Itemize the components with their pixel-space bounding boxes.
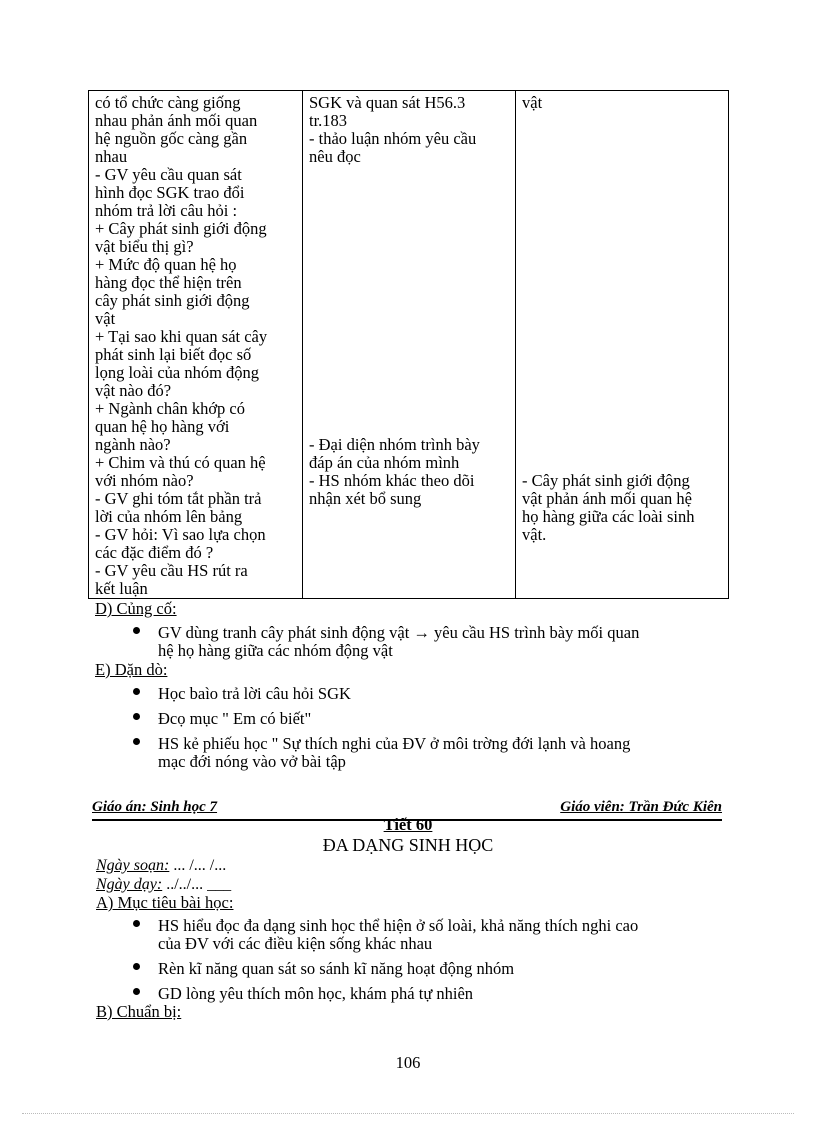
list-item-text: HS hiểu đọc đa dạng sinh học thể hiện ở số loài, khả năng thích nghi cao xyxy=(158,916,639,935)
cell-line: ngành nào? xyxy=(95,435,171,454)
cell-line: nhóm trả lời câu hỏi : xyxy=(95,201,238,220)
cell-spacer xyxy=(309,400,511,418)
cell-spacer xyxy=(309,346,511,364)
cell-line: với nhóm nào? xyxy=(95,471,194,490)
cell-line: + Tại sao khi quan sát cây xyxy=(95,327,268,346)
table-row xyxy=(89,91,729,599)
cell-line: - GV yêu cầu HS rút ra xyxy=(95,561,248,580)
cell-line: vật phản ánh mối quan hệ xyxy=(522,489,692,508)
list-item xyxy=(133,710,733,728)
cell-spacer xyxy=(309,328,511,346)
list-item-text: Đcọ mục " Em có biết" xyxy=(158,709,312,728)
cell-line: vật biểu thị gì? xyxy=(95,237,194,256)
cell-spacer xyxy=(309,274,511,292)
cell-spacer xyxy=(522,148,724,166)
cell-line: nêu đọc xyxy=(309,147,361,166)
cell-line: SGK và quan sát H56.3 xyxy=(309,93,466,112)
cell-line: cây phát sinh giới động xyxy=(95,291,250,310)
cell-line: - GV yêu cầu quan sát xyxy=(95,165,242,184)
teach-date-line xyxy=(96,876,231,894)
section-d-list xyxy=(133,624,733,660)
cell-line: phát sinh lại biết đọc số xyxy=(95,345,252,364)
cell-line: - thảo luận nhóm yêu cầu xyxy=(309,129,477,148)
prep-date-line xyxy=(96,857,226,875)
cell-spacer xyxy=(522,238,724,256)
cell-spacer xyxy=(309,184,511,202)
list-item xyxy=(133,985,733,1003)
cell-line: + Ngành chân khớp có xyxy=(95,399,245,418)
bullet-icon xyxy=(133,988,140,995)
header-teacher: Giáo viên: Trần Đức Kiên xyxy=(560,799,722,815)
cell-line: - Đại diện nhóm trình bày xyxy=(309,435,480,454)
cell-spacer xyxy=(309,310,511,328)
cell-line: quan hệ họ hàng với xyxy=(95,417,230,436)
cell-spacer xyxy=(522,310,724,328)
cell-spacer xyxy=(522,382,724,400)
cell-spacer xyxy=(522,364,724,382)
list-item-text: Học baìo trả lời câu hỏi SGK xyxy=(158,684,351,703)
section-b-heading: B) Chuẩn bị: xyxy=(96,1002,182,1021)
cell-spacer xyxy=(522,130,724,148)
bullet-icon xyxy=(133,627,140,634)
list-item-text: mạc đới nóng vào vở bài tập xyxy=(158,752,346,771)
prep-date-label: Ngày soạn: xyxy=(96,857,170,874)
list-item-text: GD lòng yêu thích môn học, khám phá tự nhiên xyxy=(158,984,474,1003)
cell-spacer xyxy=(309,256,511,274)
section-d-heading: D) Củng cố: xyxy=(95,599,177,618)
teacher-activity-cell xyxy=(89,91,303,599)
list-item-text: hệ họ hàng giữa các nhóm động vật xyxy=(158,641,393,660)
teach-date-label: Ngày dạy: xyxy=(96,876,163,893)
cell-line: hàng đọc thể hiện trên xyxy=(95,273,242,292)
cell-line: + Mức độ quan hệ họ xyxy=(95,255,237,274)
lesson-title: ĐA DẠNG SINH HỌC xyxy=(322,835,494,855)
list-item-text: HS kẻ phiếu học " Sự thích nghi của ĐV ở môi trờng đới lạnh và hoang xyxy=(158,734,631,753)
bullet-icon xyxy=(133,738,140,745)
cell-spacer xyxy=(309,292,511,310)
list-item xyxy=(133,624,733,660)
cell-line: hệ nguồn gốc càng gần xyxy=(95,129,248,148)
list-item xyxy=(133,917,733,953)
cell-line: + Chim và thú có quan hệ xyxy=(95,453,266,472)
cell-line: các đặc điểm đó ? xyxy=(95,543,214,562)
cell-spacer xyxy=(522,256,724,274)
cell-line: có tổ chức càng giống xyxy=(95,93,241,112)
cell-line: lời của nhóm lên bảng xyxy=(95,507,243,526)
list-item-text: Rèn kĩ năng quan sát so sánh kĩ năng hoạt động nhóm xyxy=(158,959,515,978)
cell-line: kết luận xyxy=(95,579,148,598)
cell-line: đáp án của nhóm mình xyxy=(309,453,460,472)
cell-line: + Cây phát sinh giới động xyxy=(95,219,267,238)
lesson-number: Tiết 60 xyxy=(383,815,433,834)
cell-line: - GV hỏi: Vì sao lựa chọn xyxy=(95,525,266,544)
list-item xyxy=(133,960,733,978)
section-e-heading: E) Dặn dò: xyxy=(95,660,168,679)
cell-line: vật xyxy=(95,309,116,328)
prep-date-value: ... /... /... xyxy=(169,857,227,874)
cell-line: tr.183 xyxy=(309,111,348,130)
cell-line: hình đọc SGK trao đổi xyxy=(95,183,245,202)
cell-spacer xyxy=(309,418,511,436)
section-e-list xyxy=(133,685,733,771)
page-bottom-divider xyxy=(22,1113,794,1114)
cell-line: họ hàng giữa các loài sinh xyxy=(522,507,695,526)
cell-line: - HS nhóm khác theo dõi xyxy=(309,471,475,490)
cell-line: nhận xét bổ sung xyxy=(309,489,422,508)
bullet-icon xyxy=(133,963,140,970)
cell-spacer xyxy=(522,166,724,184)
content-cell xyxy=(516,91,729,599)
cell-spacer xyxy=(522,346,724,364)
section-a-heading: A) Mục tiêu bài học: xyxy=(96,893,234,912)
list-item xyxy=(133,685,733,703)
list-item xyxy=(133,735,733,771)
cell-line: nhau phản ánh mối quan xyxy=(95,111,258,130)
cell-line: - Cây phát sinh giới động xyxy=(522,471,690,490)
cell-spacer xyxy=(522,220,724,238)
cell-spacer xyxy=(522,454,724,472)
list-item-text: của ĐV với các điều kiện sống khác nhau xyxy=(158,934,433,953)
cell-spacer xyxy=(309,238,511,256)
cell-spacer xyxy=(522,436,724,454)
cell-spacer xyxy=(522,328,724,346)
page-number: 106 xyxy=(395,1053,421,1072)
bullet-icon xyxy=(133,713,140,720)
cell-line: vật xyxy=(522,93,543,112)
lesson-activity-table xyxy=(88,90,729,599)
cell-spacer xyxy=(522,184,724,202)
cell-line: vật. xyxy=(522,525,547,544)
cell-line: - GV ghi tóm tắt phần trả xyxy=(95,489,262,508)
list-item-text: GV dùng tranh cây phát sinh động vật → yêu cầu HS trình bày mối quan xyxy=(158,623,640,642)
cell-spacer xyxy=(309,166,511,184)
cell-spacer xyxy=(522,112,724,130)
cell-spacer xyxy=(522,292,724,310)
cell-spacer xyxy=(309,202,511,220)
header-subject: Giáo án: Sinh học 7 xyxy=(92,799,218,815)
cell-spacer xyxy=(309,220,511,238)
cell-spacer xyxy=(309,382,511,400)
student-activity-cell xyxy=(303,91,516,599)
cell-spacer xyxy=(522,274,724,292)
cell-line: vật nào đó? xyxy=(95,381,172,400)
cell-spacer xyxy=(522,418,724,436)
cell-spacer xyxy=(522,400,724,418)
cell-spacer xyxy=(309,364,511,382)
teach-date-value: ../../... ___ xyxy=(162,876,232,893)
bullet-icon xyxy=(133,920,140,927)
cell-spacer xyxy=(522,202,724,220)
cell-line: lọng loài của nhóm động xyxy=(95,363,260,382)
section-a-list xyxy=(133,917,733,1003)
bullet-icon xyxy=(133,688,140,695)
cell-line: nhau xyxy=(95,147,128,166)
